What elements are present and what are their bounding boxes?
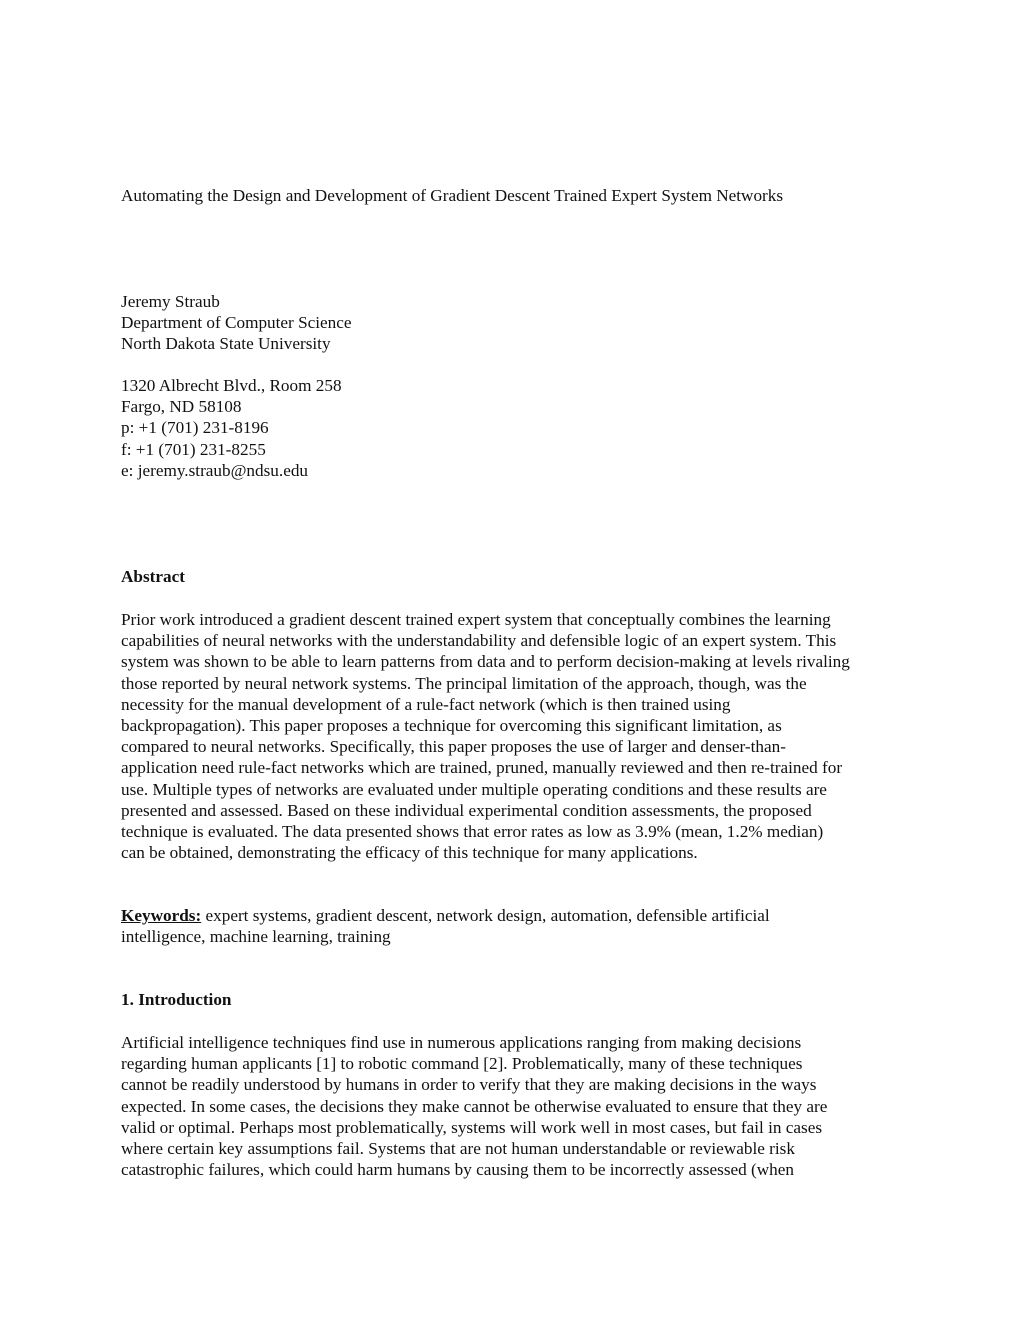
abstract-line: can be obtained, demonstrating the efficacy of this technique for many applications. <box>121 843 698 863</box>
city-state-zip: Fargo, ND 58108 <box>121 397 242 417</box>
keywords-block <box>121 905 911 947</box>
introduction-heading: 1. Introduction <box>121 990 232 1009</box>
abstract-line: application need rule-fact networks which are trained, pruned, manually reviewed and then re-trained for <box>121 758 843 778</box>
author-name: Jeremy Straub <box>121 292 220 311</box>
street-address: 1320 Albrecht Blvd., Room 258 <box>121 376 342 395</box>
introduction-line: expected. In some cases, the decisions they make cannot be otherwise evaluated to ensure that they are <box>121 1096 828 1116</box>
abstract-line: use. Multiple types of networks are evaluated under multiple operating conditions and these results are <box>121 779 827 799</box>
author-block <box>121 291 352 355</box>
introduction-line: catastrophic failures, which could harm humans by causing them to be incorrectly assessed (when <box>121 1160 794 1180</box>
abstract-line: technique is evaluated. The data presented shows that error rates as low as 3.9% (mean, 1.2% median) <box>121 822 824 842</box>
phone-number: p: +1 (701) 231-8196 <box>121 418 269 438</box>
contact-block <box>121 375 342 481</box>
abstract-body <box>121 609 911 863</box>
abstract-line: capabilities of neural networks with the understandability and defensible logic of an expert system. This <box>121 631 837 651</box>
email-address: e: jeremy.straub@ndsu.edu <box>121 460 309 480</box>
abstract-line: backpropagation). This paper proposes a technique for overcoming this significant limitation, as <box>121 716 782 736</box>
introduction-line: regarding human applicants [1] to robotic command [2]. Problematically, many of these techniques <box>121 1054 803 1074</box>
abstract-line: compared to neural networks. Specifically, this paper proposes the use of larger and denser-than- <box>121 737 786 757</box>
keywords-text: expert systems, gradient descent, network design, automation, defensible artificial <box>201 906 770 925</box>
abstract-line: necessity for the manual development of a rule-fact network (which is then trained using <box>121 694 731 714</box>
abstract-line: system was shown to be able to learn patterns from data and to perform decision-making at levels rivaling <box>121 652 850 672</box>
introduction-body <box>121 1032 911 1180</box>
author-department: Department of Computer Science <box>121 313 352 333</box>
keywords-text-continued: intelligence, machine learning, training <box>121 927 391 947</box>
introduction-line: where certain key assumptions fail. Systems that are not human understandable or reviewable risk <box>121 1139 795 1159</box>
abstract-line: those reported by neural network systems. The principal limitation of the approach, though, was the <box>121 673 807 693</box>
introduction-line: Artificial intelligence techniques find use in numerous applications ranging from making decisions <box>121 1033 802 1052</box>
keywords-line <box>121 905 911 926</box>
abstract-heading: Abstract <box>121 567 185 586</box>
fax-number: f: +1 (701) 231-8255 <box>121 439 266 459</box>
paper-title: Automating the Design and Development of Gradient Descent Trained Expert System Networks <box>121 186 784 205</box>
introduction-line: valid or optimal. Perhaps most problematically, systems will work well in most cases, but fail in cases <box>121 1117 823 1137</box>
abstract-line: Prior work introduced a gradient descent trained expert system that conceptually combines the learning <box>121 610 831 629</box>
abstract-line: presented and assessed. Based on these individual experimental condition assessments, the proposed <box>121 800 812 820</box>
keywords-label: Keywords: <box>121 906 202 925</box>
introduction-line: cannot be readily understood by humans in order to verify that they are making decisions in the ways <box>121 1075 817 1095</box>
author-university: North Dakota State University <box>121 334 331 354</box>
